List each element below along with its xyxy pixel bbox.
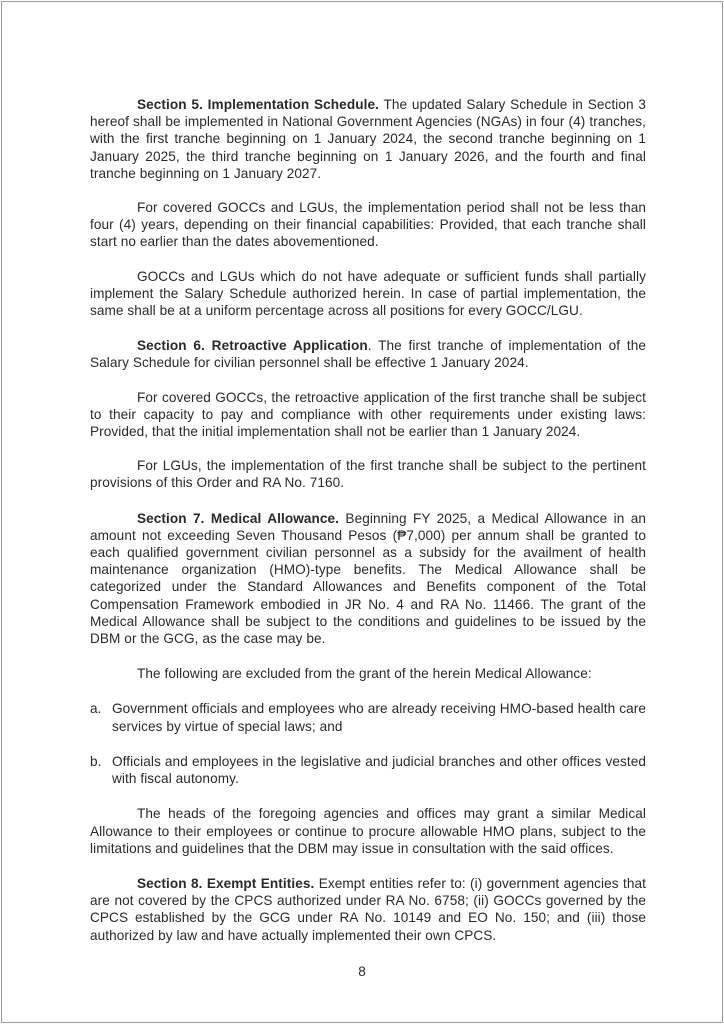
section-8-text-1: Exempt entities refer to: (i) government agencies that are not covered by the CPCS authorized under RA No. 6758; (ii) GOCCs governed by the CPCS established by the GCG under RA No. 10149 and EO No. 150; and (iii) those authorized by law and have actually implemented their own CPCS. [90,875,646,943]
section-7-paragraph-3: The heads of the foregoing agencies and offices may grant a similar Medical Allowance to their employees or continue to procure allowable HMO plans, subject to the limitations and guidelines that the DBM may issue in consultation with the said offices. [90,806,646,856]
section-5-paragraph-2: For covered GOCCs and LGUs, the implementation period shall not be less than four (4) years, depending on their financial capabilities: Provided, that each tranche shall start no earlier than the dates abovementioned. [90,200,646,250]
exclusion-list-item-a [90,700,646,734]
list-text-a: Government officials and employees who are already receiving HMO-based health care services by virtue of special laws; and [112,701,646,734]
exclusion-list-item-b [90,753,646,787]
section-5-paragraph-3: GOCCs and LGUs which do not have adequate or sufficient funds shall partially implement the Salary Schedule authorized herein. In case of partial implementation, the same shall be at a uniform percentage across all positions for every GOCC/LGU. [90,268,646,319]
section-6-paragraph-2: For covered GOCCs, the retroactive application of the first tranche shall be subject to their capacity to pay and compliance with other requirements under existing laws: Provided, that the initial implementation shall not be earlier than 1 January 2024. [90,389,646,440]
section-6-paragraph-1 [90,337,646,371]
list-text-b: Officials and employees in the legislative and judicial branches and other offices vested with fiscal autonomy. [112,753,646,787]
section-7-paragraph-2: The following are excluded from the grant of the herein Medical Allowance: [137,666,592,682]
page-number: 8 [358,964,366,979]
section-5-text-1: The updated Salary Schedule in Section 3 hereof shall be implemented in National Government Agencies (NGAs) in four (4) tranches, with the first tranche beginning on 1 January 2024, the second tranche beginning on 1 January 2025, the third tranche beginning on 1 January 2026, and the fourth and final tranche beginning on 1 January 2027. [90,97,647,181]
section-8-paragraph-1 [90,875,646,944]
list-marker-a: a. [90,701,102,717]
section-7-heading: Section 7. Medical Allowance. [137,510,340,526]
section-5-heading: Section 5. Implementation Schedule. [137,97,379,112]
section-6-heading: Section 6. Retroactive Application [137,338,368,354]
section-8-heading: Section 8. Exempt Entities. [137,875,315,891]
section-5-paragraph-1 [90,96,646,182]
section-7-paragraph-1 [90,510,646,648]
document-body [90,96,646,944]
section-6-text-1: . The first tranche of implementation of the Salary Schedule for civilian personnel shall be effective 1 January 2024. [90,338,646,371]
section-6-paragraph-3: For LGUs, the implementation of the first tranche shall be subject to the pertinent provisions of this Order and RA No. 7160. [90,458,646,491]
section-7-text-1: Beginning FY 2025, a Medical Allowance in an amount not exceeding Seven Thousand Pesos (₱7,000) per annum shall be granted to each qualified government civilian personnel as a subsidy for the availment of health maintenance organization (HMO)-type benefits. The Medical Allowance shall be categorized under the Standard Allowances and Benefits component of the Total Compensation Framework embodied in JR No. 4 and RA No. 11466. The grant of the Medical Allowance shall be subject to the conditions and guidelines to be issued by the DBM or the GCG, as the case may be. [90,510,647,647]
list-marker-b: b. [90,753,102,769]
